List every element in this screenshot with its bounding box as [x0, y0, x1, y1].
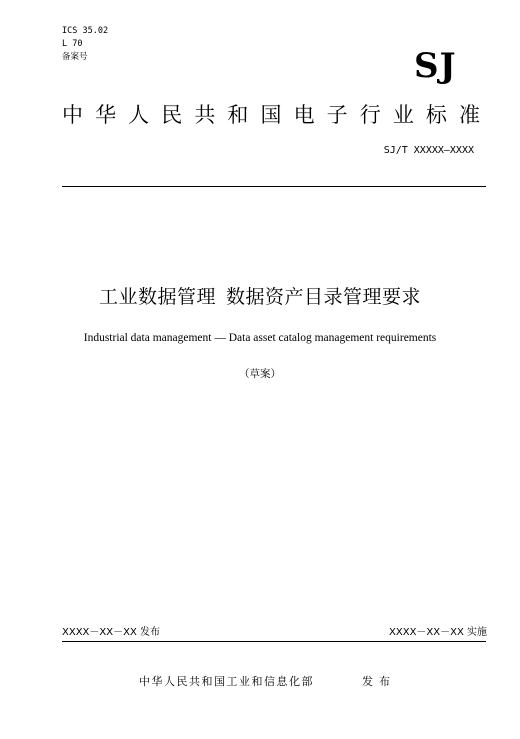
title-cn-part2: 数据资产目录管理要求 — [226, 286, 422, 308]
top-divider — [62, 186, 486, 187]
draft-label: （草案） — [239, 368, 281, 380]
publish-label: 发布 — [362, 675, 396, 688]
ics-number: ICS 35.02 — [62, 26, 109, 36]
document-title-cn — [0, 284, 520, 310]
title-cn-part1: 工业数据管理 — [98, 286, 216, 308]
classification-code: L 70 — [62, 39, 83, 49]
publisher-name: 中华人民共和国工业和信息化部 — [139, 675, 314, 688]
implementation-date: XXXX－XX－XX 实施 — [389, 627, 487, 638]
record-number-label: 备案号 — [62, 52, 88, 62]
standard-code: SJ/T XXXXX—XXXX — [383, 145, 474, 156]
sj-logo: SJ — [414, 46, 457, 86]
standard-organization-title: 中华人民共和国电子行业标准 — [62, 103, 486, 127]
issue-date: XXXX－XX－XX 发布 — [62, 627, 160, 638]
document-title-en: Industrial data management — Data asset catalog management requirements — [83, 332, 437, 344]
bottom-divider — [62, 641, 486, 642]
